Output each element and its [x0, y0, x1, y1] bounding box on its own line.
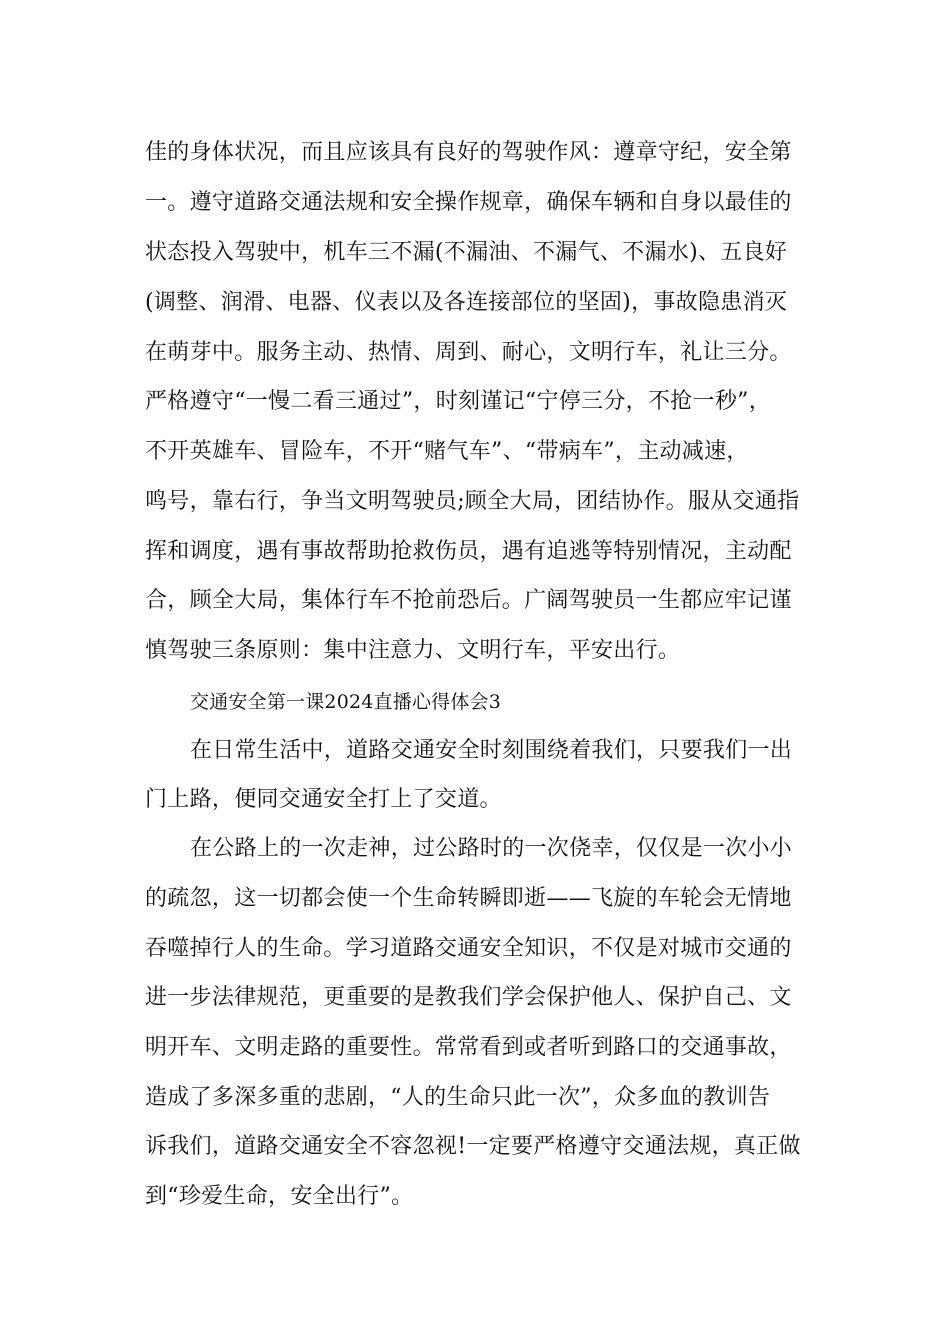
section-heading: 交通安全第一课2024直播心得体会3 [190, 691, 502, 713]
paragraph-line: 不开英雄车、冒险车，不开“赌气车”、“带病车”，主动减速， [145, 439, 749, 464]
paragraph-line: 造成了多深多重的悲剧，“人的生命只此一次”，众多血的教训告 [145, 1085, 771, 1110]
paragraph-line: 挥和调度，遇有事故帮助抢救伤员，遇有追逃等特别情况，主动配 [145, 539, 792, 564]
paragraph-line: 诉我们，道路交通安全不容忽视!一定要严格遵守交通法规，真正做 [145, 1134, 801, 1159]
paragraph-line: 明开车、文明走路的重要性。常常看到或者听到路口的交通事故， [145, 1035, 792, 1060]
paragraph-line: 吞噬掉行人的生命。学习道路交通安全知识，不仅是对城市交通的 [145, 936, 792, 961]
paragraph-line: 佳的身体状况，而且应该具有良好的驾驶作风：遵章守纪，安全第 [145, 140, 792, 165]
paragraph-line: 合，顾全大局，集体行车不抢前恐后。广阔驾驶员一生都应牢记谨 [145, 588, 792, 613]
paragraph-line: 门上路，便同交通安全打上了交道。 [145, 787, 502, 812]
paragraph-line: 的疏忽，这一切都会使一个生命转瞬即逝——飞旋的车轮会无情地 [145, 886, 792, 911]
paragraph-line: 状态投入驾驶中，机车三不漏(不漏油、不漏气、不漏水)、五良好 [145, 240, 788, 265]
paragraph-line: 慎驾驶三条原则：集中注意力、文明行车，平安出行。 [145, 638, 681, 663]
paragraph-line: 进一步法律规范，更重要的是教我们学会保护他人、保护自己、文 [145, 985, 792, 1010]
paragraph-line: 鸣号，靠右行，争当文明驾驶员;顾全大局，团结协作。服从交通指 [145, 489, 800, 514]
paragraph-line: 在公路上的一次走神，过公路时的一次侥幸，仅仅是一次小小 [190, 836, 793, 861]
paragraph-line: 一。遵守道路交通法规和安全操作规章，确保车辆和自身以最佳的 [145, 190, 792, 215]
paragraph-line: 在日常生活中，道路交通安全时刻围绕着我们，只要我们一出 [190, 738, 793, 763]
paragraph-line: 严格遵守“一慢二看三通过”，时刻谨记“宁停三分，不抢一秒”， [145, 389, 771, 414]
paragraph-line: 在萌芽中。服务主动、热情、周到、耐心，文明行车，礼让三分。 [145, 340, 792, 365]
paragraph-line: 到“珍爱生命，安全出行”。 [145, 1184, 414, 1209]
paragraph-line: (调整、润滑、电器、仪表以及各连接部位的坚固)，事故隐患消灭 [145, 290, 788, 315]
